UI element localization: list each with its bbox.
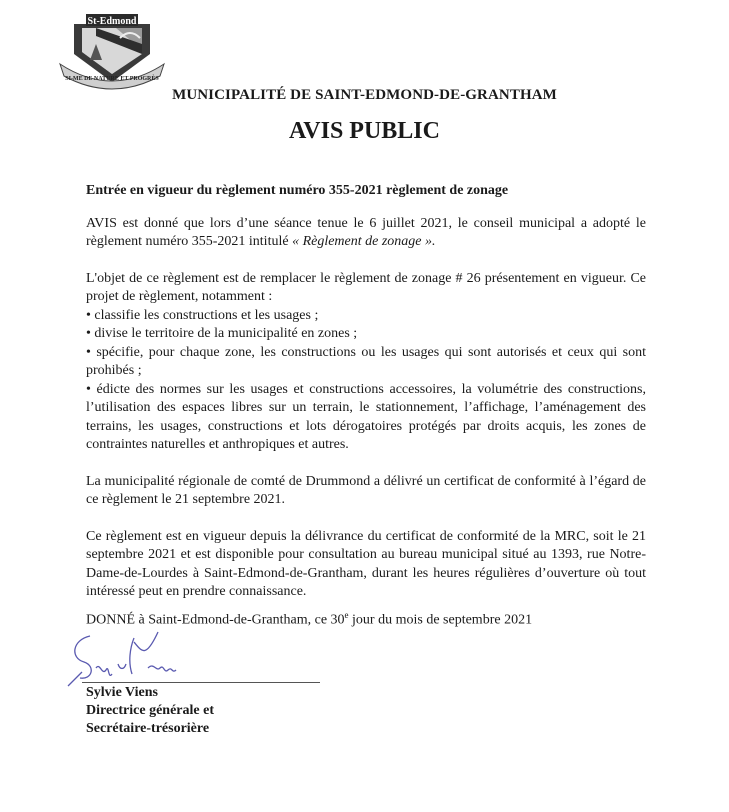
given-statement xyxy=(86,610,532,629)
handwritten-signature xyxy=(62,628,332,688)
list-item: • divise le territoire de la municipalité en zones ; xyxy=(86,326,358,341)
given-sup: e xyxy=(344,610,349,620)
object-intro: L'objet de ce règlement est de remplacer le règlement de zonage # 26 présentement en vigueur. Ce projet de règlement, notamment : xyxy=(86,270,646,304)
paragraph-in-force: Ce règlement est en vigueur depuis la délivrance du certificat de conformité de la MRC, soit le 21 septembre 2021 et est disponible pour consultation au bureau municipal situé au 1393, rue Notre-Dame-de-Lourdes à Saint-Edmond-de-Grantham, durant les heures régulières d’ouverture où tout intéressé peut en prendre connaissance. xyxy=(86,528,646,599)
logo-banner-text: St-Edmond xyxy=(87,16,137,27)
list-item: • édicte des normes sur les usages et constructions accessoires, la volumétrie des constructions, l’utilisation des espaces libres sur un terrain, le stationnement, l’affichage, l’aménagement des terrains, les usages, constructions et lots dérogatoires protégés par droits acquis, les zones de contraintes naturelles et anthropiques et autres. xyxy=(86,381,646,452)
list-item: • spécifie, pour chaque zone, les constructions ou les usages qui sont autorisés et ceux qui sont prohibés ; xyxy=(86,344,646,378)
notice-subject: Entrée en vigueur du règlement numéro 355-2021 règlement de zonage xyxy=(86,183,509,198)
list-item: • classifie les constructions et les usages ; xyxy=(86,307,319,323)
signer-block xyxy=(86,684,214,738)
regulation-title: « Règlement de zonage ». xyxy=(292,234,436,249)
municipal-crest-logo xyxy=(56,10,168,90)
notice-body xyxy=(86,182,646,620)
given-suffix: jour du mois de septembre 2021 xyxy=(348,612,533,628)
organization-name: MUNICIPALITÉ DE SAINT-EDMOND-DE-GRANTHAM xyxy=(172,87,557,103)
paragraph-object xyxy=(86,270,646,455)
notice-title: AVIS PUBLIC xyxy=(289,118,440,144)
signer-title-2: Secrétaire-trésorière xyxy=(86,721,210,736)
paragraph-adoption xyxy=(86,215,646,252)
paragraph-certificate: La municipalité régionale de comté de Drummond a délivré un certificat de conformité à l’égard de ce règlement le 21 septembre 2021. xyxy=(86,473,646,507)
logo-motto: SI-ME DE NATURE ET PROGRÈS xyxy=(65,76,159,82)
signer-title-1: Directrice générale et xyxy=(86,703,214,718)
given-prefix: DONNÉ à Saint-Edmond-de-Grantham, ce 30 xyxy=(86,612,345,628)
signature-line xyxy=(82,682,320,683)
signer-name: Sylvie Viens xyxy=(86,685,158,700)
adoption-text: AVIS est donné que lors d’une séance tenue le 6 juillet 2021, le conseil municipal a adopté le règlement numéro 355-2021 intitulé xyxy=(86,215,646,249)
